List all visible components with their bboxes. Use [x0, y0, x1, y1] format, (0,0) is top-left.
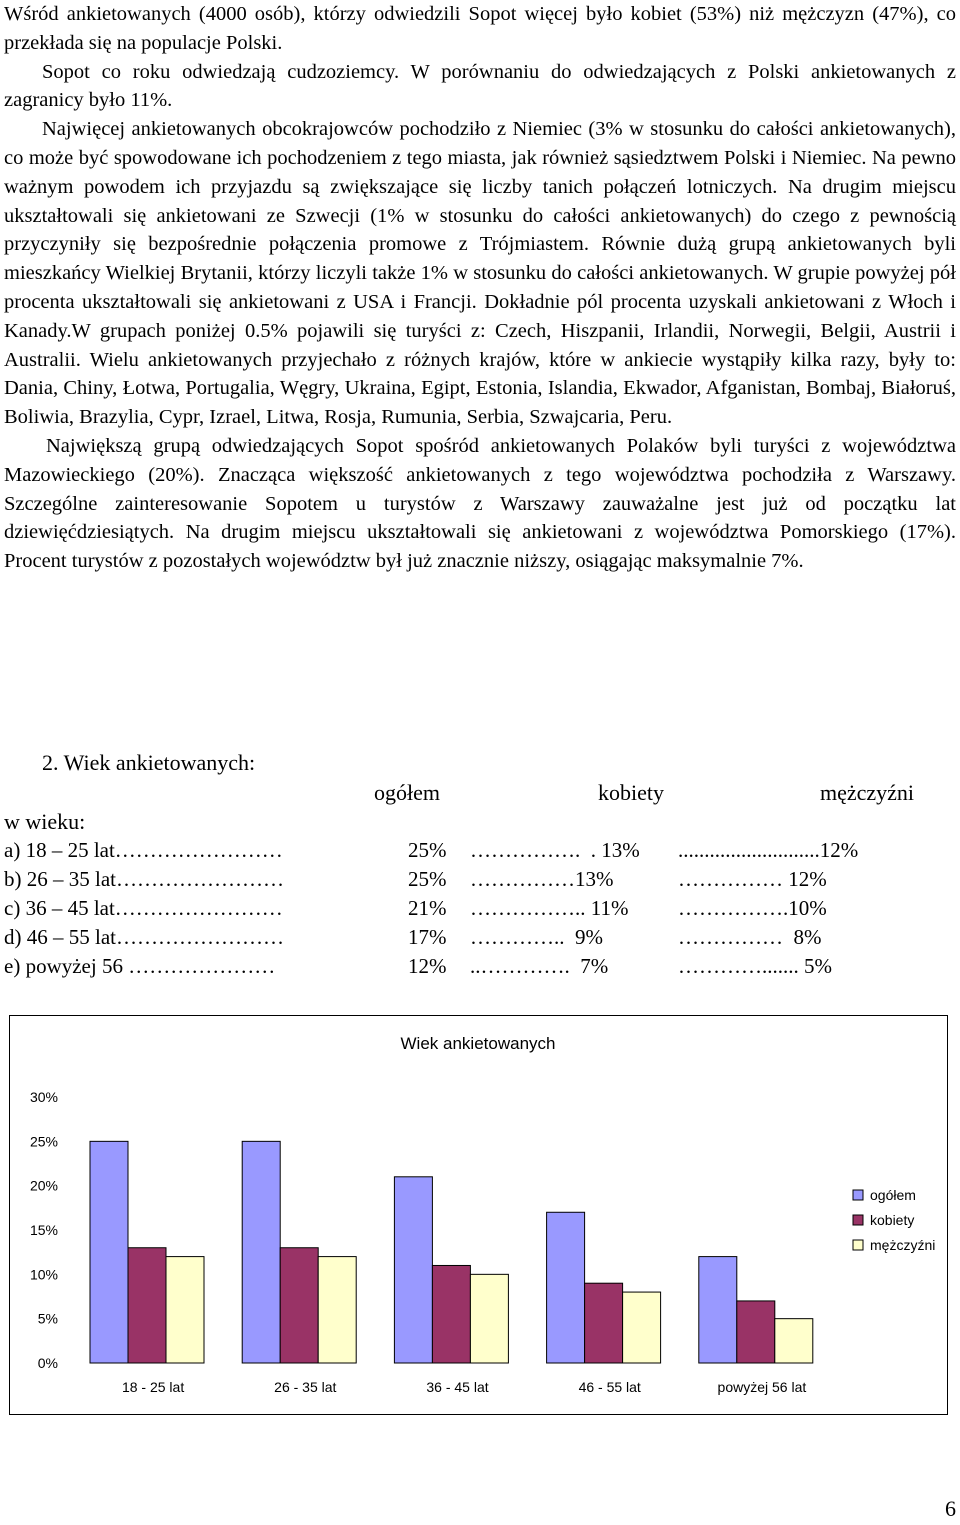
y-tick-label: 30% — [29, 1089, 58, 1105]
bar-women — [280, 1248, 318, 1363]
x-tick-label: 26 - 35 lat — [274, 1379, 337, 1395]
bar-men — [623, 1292, 661, 1363]
legend-label: kobiety — [870, 1212, 915, 1228]
chart-canvas — [10, 1016, 947, 1414]
men-cell: …………….10% — [678, 896, 827, 920]
men-cell: ...........................12% — [678, 838, 859, 862]
women-cell: ……………13% — [470, 867, 614, 891]
total-cell: 25% — [408, 838, 447, 862]
women-cell: ……………. . 13% — [470, 838, 640, 862]
age-range-cell: b) 26 – 35 lat…………………… — [4, 867, 284, 891]
page-number: 6 — [945, 1496, 956, 1521]
y-tick-label: 10% — [29, 1266, 58, 1283]
total-cell: 12% — [408, 954, 447, 978]
bar-women — [737, 1301, 775, 1363]
legend-label: mężczyźni — [870, 1237, 936, 1253]
table-row — [4, 954, 956, 983]
men-cell: …………....... 5% — [678, 954, 832, 978]
bar-men — [470, 1274, 508, 1363]
women-cell: …………….. 11% — [470, 896, 629, 920]
y-tick-label: 25% — [29, 1133, 58, 1150]
men-cell: …………… 12% — [678, 867, 827, 891]
bar-women — [128, 1248, 166, 1363]
bar-men — [775, 1319, 813, 1363]
x-tick-label: 18 - 25 lat — [121, 1379, 185, 1395]
age-range-cell: a) 18 – 25 lat…………………… — [4, 838, 283, 862]
total-cell: 17% — [408, 925, 447, 949]
bar-total — [394, 1177, 432, 1363]
age-range-cell: c) 36 – 45 lat…………………… — [4, 896, 283, 920]
paragraph-countries: Najwięcej ankietowanych obcokrajowców pochodziło z Niemiec (3% w stosunku do całości ankietowanych), co może być spowodowane ich pochodzeniem z tego miasta, jak również sąsiedztwem Polski i Niemiec. Na pewno ważnym powodem ich przyjazdu są zwiększające się liczby tanich połączeń lotniczych. Na drugim miejscu ukształtowali się ankietowani ze Szwecji (1% w stosunku do całości ankietowanych) do czego z pewnością przyczyniły się bezpośrednie połączenia promowe z Trójmiastem. Równie dużą grupą ankietowanych byli mieszkańcy Wielkiej Brytanii, którzy liczyli także 1% w stosunku do całości ankietowanych. W grupie powyżej pół procenta ukształtowali się ankietowani z USA i Francji. Dokładnie pól procenta uzyskali ankietowani z Włoch i Kanady.W grupach poniżej 0.5% pojawili się turyści z: Czech, Hiszpanii, Irlandii, Norwegii, Belgii, Austrii i Australii. Wielu ankietowanych przyjechało z różnych krajów, które w ankiecie wystąpiły kilka razy, były to: Dania, Chiny, Łotwa, Portugalia, Węgry, Ukraina, Egipt, Estonia, Islandia, Ekwador, Afganistan, Bombaj, Białoruś, Boliwia, Brazylia, Cypr, Izrael, Litwa, Rosja, Rumunia, Serbia, Szwajcaria, Peru. — [4, 118, 956, 429]
bar-women — [432, 1265, 470, 1363]
y-tick-label: 20% — [29, 1177, 58, 1194]
paragraph-regions: Największą grupą odwiedzających Sopot spośród ankietowanych Polaków byli turyści z województwa Mazowieckiego (20%). Znacząca większość ankietowanych z tego województwa pochodziła z Warszawy. Szczególne zainteresowanie Sopotem u turystów z Warszawy zauważalne jest już od początku lat dziewięćdziesiątych. Na drugim miejscu ukształtowali się ankietowani z województwa Pomorskiego (17%). Procent turystów z pozostałych województw był już znacznie niższy, osiągając maksymalnie 7%. — [4, 434, 956, 573]
bar-men — [166, 1257, 204, 1363]
women-cell: ………….. 9% — [470, 925, 603, 949]
legend-swatch — [853, 1240, 863, 1250]
table-row — [4, 838, 956, 867]
bar-total — [90, 1141, 128, 1363]
y-tick-label: 0% — [37, 1355, 58, 1371]
table-row — [4, 925, 956, 954]
age-range-cell: d) 46 – 55 lat…………………… — [4, 925, 284, 949]
table-row — [4, 896, 956, 925]
header-men: mężczyźni — [820, 780, 915, 805]
body-text — [4, 0, 956, 576]
bar-total — [242, 1141, 280, 1363]
bar-total — [699, 1257, 737, 1363]
chart-title: Wiek ankietowanych — [400, 1034, 556, 1053]
bar-men — [318, 1257, 356, 1363]
y-tick-label: 15% — [29, 1222, 58, 1238]
total-cell: 25% — [408, 867, 447, 891]
total-cell: 21% — [408, 896, 447, 920]
x-tick-label: powyżej 56 lat — [717, 1379, 807, 1395]
paragraph-foreigners: Sopot co roku odwiedzają cudzoziemcy. W porównaniu do odwiedzających z Polski ankietowanych z zagranicy było 11%. — [4, 60, 956, 112]
men-cell: …………… 8% — [678, 925, 822, 949]
age-label: w wieku: — [4, 809, 86, 834]
legend-label: ogółem — [870, 1187, 916, 1203]
header-total: ogółem — [374, 780, 440, 805]
age-range-cell: e) powyżej 56 ………………… — [4, 954, 276, 978]
women-cell: ..…………. 7% — [470, 954, 609, 978]
y-tick-label: 5% — [37, 1310, 58, 1327]
header-women: kobiety — [598, 780, 664, 805]
section-title: 2. Wiek ankietowanych: — [42, 750, 256, 775]
bar-women — [585, 1283, 623, 1363]
age-chart — [9, 1015, 948, 1415]
legend-swatch — [853, 1215, 863, 1225]
paragraph-gender: Wśród ankietowanych (4000 osób), którzy odwiedzili Sopot więcej było kobiet (53%) niż mężczyzn (47%), co przekłada się na populacje Polski. — [4, 3, 956, 54]
x-tick-label: 36 - 45 lat — [426, 1379, 489, 1395]
x-tick-label: 46 - 55 lat — [578, 1379, 641, 1395]
legend-swatch — [853, 1190, 863, 1200]
bar-total — [547, 1212, 585, 1363]
table-row — [4, 867, 956, 896]
